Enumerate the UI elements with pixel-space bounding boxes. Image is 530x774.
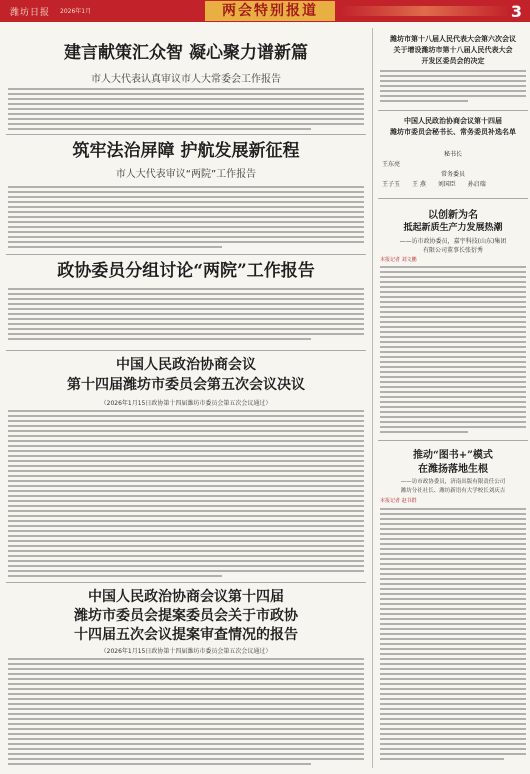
interview-body-2: [380, 508, 526, 768]
roster-secretary-label: 秘书长: [443, 151, 462, 158]
decision-body: [380, 70, 526, 108]
article-subtitle-2: 市人大代表审议“两院”工作报告: [115, 169, 257, 180]
roster-names: [382, 179, 528, 188]
roster-name: 刘国臣: [437, 181, 456, 188]
roster-name: 王 燕: [411, 181, 426, 188]
article-subtitle-1: 市人大代表认真审议市人大常委会工作报告: [91, 74, 281, 85]
article-title-3: 政协委员分组讨论“两院”工作报告: [57, 261, 315, 281]
article-body-2: [8, 186, 364, 254]
page-number: 3: [510, 2, 522, 21]
article-body-3: [8, 288, 364, 348]
interview-byline-2: 本报记者 赵书群: [380, 498, 417, 504]
column-separator: [372, 28, 373, 768]
divider: [6, 582, 366, 583]
article-body-1: [8, 88, 364, 136]
article-dateline-5: （2026年1月15日政协第十四届潍坊市委员会第五次会议通过）: [100, 648, 272, 655]
interview-subtitle-2b: 潍坊分社社长、潍坊新语有大学校长刘庆吉: [400, 488, 506, 494]
roster-name: 王子玉: [382, 181, 401, 188]
masthead: [0, 0, 530, 22]
divider: [378, 198, 528, 199]
header-ribbon: [340, 6, 510, 16]
article-title-1: 建言献策汇众智 凝心聚力谱新篇: [64, 43, 308, 63]
article-title-5a: 中国人民政治协商会议第十四届: [88, 589, 284, 605]
side-column: [374, 22, 530, 774]
article-title-5c: 十四届五次会议提案审查情况的报告: [74, 627, 298, 643]
divider: [378, 440, 528, 441]
paper-name: 潍坊日报: [10, 8, 51, 18]
divider: [6, 350, 366, 351]
article-dateline-4: （2026年1月15日政协第十四届潍坊市委员会第五次会议通过）: [100, 400, 272, 407]
interview-subtitle-2a: ——访市政协委员，济南出版有限责任公司: [400, 479, 506, 485]
roster-name: 孙启瑞: [467, 181, 486, 188]
roster-standing-label: 常务委员: [440, 171, 465, 178]
decision-title-1: 潍坊市第十八届人民代表大会第六次会议: [390, 34, 516, 43]
issue-date: 2026年1月: [60, 8, 92, 15]
interview-subtitle-1b: 有限公司董事长张衍秀: [422, 247, 483, 254]
article-title-4a: 中国人民政治协商会议: [116, 357, 256, 373]
decision-title-2: 关于增设潍坊市第十八届人民代表大会: [393, 45, 513, 54]
interview-title-1a: 以创新为名: [428, 210, 478, 221]
roster-secretary-name: 王东亮: [382, 161, 401, 168]
article-body-4: [8, 410, 364, 580]
interview-subtitle-1a: ——访市政协委员，嘉宇科技(山东)集团: [399, 238, 507, 245]
article-title-5b: 潍坊市委员会提案委员会关于市政协: [74, 608, 298, 624]
interview-title-1b: 抵起新质生产力发展热潮: [403, 223, 503, 233]
article-title-4b: 第十四届潍坊市委员会第五次会议决议: [67, 377, 305, 393]
article-body-5: [8, 658, 364, 768]
divider: [6, 134, 366, 135]
interview-title-2a: 推动“图书+”模式: [413, 450, 493, 461]
interview-title-2b: 在潍扬落地生根: [418, 464, 488, 475]
section-banner: 两会特别报道: [205, 1, 335, 21]
decision-title-3: 开发区委员会的决定: [421, 56, 485, 65]
divider: [378, 110, 528, 111]
interview-body-1: [380, 266, 526, 436]
main-column: [0, 22, 370, 774]
divider: [6, 254, 366, 255]
roster-title-2: 潍坊市委员会秘书长、常务委员补选名单: [390, 127, 516, 136]
roster-title-1: 中国人民政治协商会议第十四届: [404, 116, 502, 125]
interview-byline-1: 本报记者 刘文鹏: [380, 257, 417, 263]
article-title-2: 筑牢法治屏障 护航发展新征程: [72, 141, 300, 161]
